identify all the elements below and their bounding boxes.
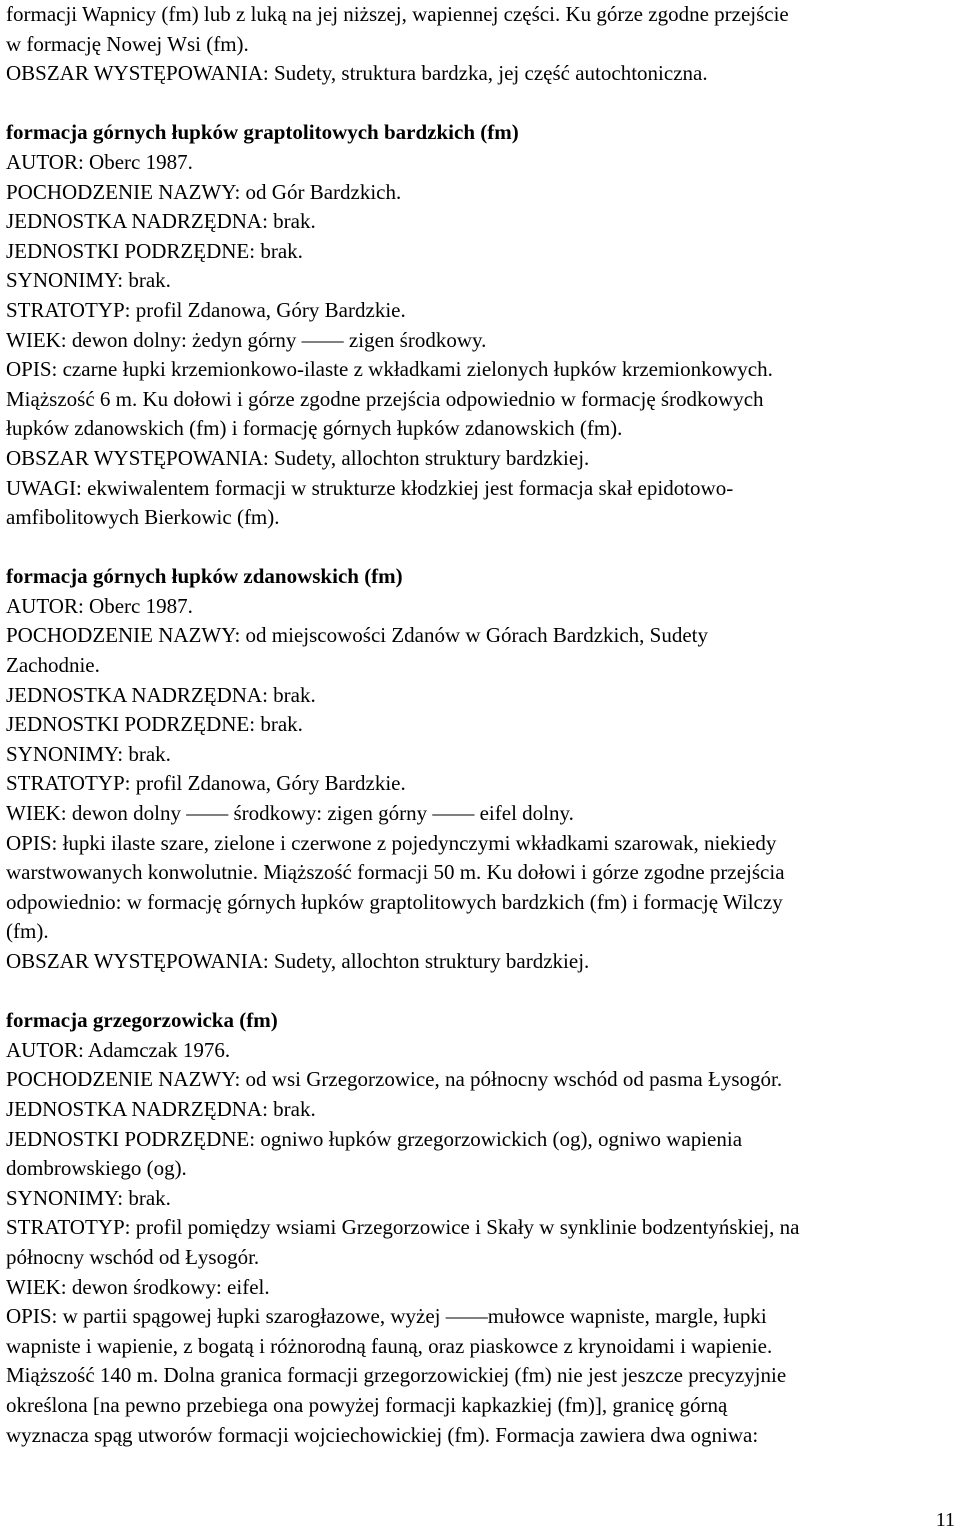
entry-line: JEDNOSTKI PODRZĘDNE: brak.	[6, 712, 303, 737]
entry-line: Miąższość 6 m. Ku dołowi i górze zgodne przejścia odpowiednio w formację środkowych	[6, 386, 764, 411]
entry-line: łupków zdanowskich (fm) i formację górnych łupków zdanowskich (fm).	[6, 416, 623, 441]
entry-line: Miąższość 140 m. Dolna granica formacji grzegorzowickiej (fm) nie jest jeszcze precyzyjnie	[6, 1363, 787, 1388]
paragraph-gap	[6, 977, 956, 1007]
intro-section	[6, 0, 956, 89]
entry-line: UWAGI: ekwiwalentem formacji w strukturze kłodzkiej jest formacja skał epidotowo-	[6, 475, 734, 500]
entry-line: JEDNOSTKA NADRZĘDNA: brak.	[6, 682, 316, 707]
entry-line: wyznacza spąg utworów formacji wojciechowickiej (fm). Formacja zawiera dwa ogniwa:	[6, 1422, 759, 1447]
text-line: w formację Nowej Wsi (fm).	[6, 31, 249, 56]
entry-line: AUTOR: Oberc 1987.	[6, 593, 193, 618]
entry-gorne-lupki-zdanowskie	[6, 562, 956, 976]
entry-line: (fm).	[6, 919, 49, 944]
entry-line: Zachodnie.	[6, 653, 100, 678]
entry-title: formacja górnych łupków graptolitowych bardzkich (fm)	[6, 120, 519, 145]
page-number: 11	[935, 1509, 955, 1531]
entry-line: OPIS: w partii spągowej łupki szarogłazowe, wyżej ——mułowce wapniste, margle, łupki	[6, 1304, 767, 1329]
entry-line: OPIS: łupki ilaste szare, zielone i czerwone z pojedynczymi wkładkami szarowak, niekiedy	[6, 830, 777, 855]
entry-line: WIEK: dewon dolny —— środkowy: zigen górny —— eifel dolny.	[6, 801, 574, 826]
entry-line: POCHODZENIE NAZWY: od miejscowości Zdanów w Górach Bardzkich, Sudety	[6, 623, 709, 648]
entry-gorne-lupki-graptolitowe	[6, 118, 956, 532]
entry-grzegorzowicka	[6, 1006, 956, 1450]
entry-line: odpowiednio: w formację górnych łupków graptolitowych bardzkich (fm) i formację Wilczy	[6, 889, 783, 914]
entry-line: JEDNOSTKI PODRZĘDNE: ogniwo łupków grzegorzowickich (og), ogniwo wapienia	[6, 1126, 743, 1151]
text-line: OBSZAR WYSTĘPOWANIA: Sudety, struktura bardzka, jej część autochtoniczna.	[6, 61, 708, 86]
entry-line: SYNONIMY: brak.	[6, 268, 171, 293]
entry-title: formacja górnych łupków zdanowskich (fm)	[6, 564, 403, 589]
entry-line: OBSZAR WYSTĘPOWANIA: Sudety, allochton struktury bardzkiej.	[6, 445, 590, 470]
entry-line: amfibolitowych Bierkowic (fm).	[6, 505, 280, 530]
entry-title: formacja grzegorzowicka (fm)	[6, 1008, 278, 1033]
entry-line: STRATOTYP: profil pomiędzy wsiami Grzegorzowice i Skały w synklinie bodzentyńskiej, na	[6, 1215, 800, 1240]
entry-line: wapniste i wapienie, z bogatą i różnorodną fauną, oraz piaskowce z krynoidami i wapienie.	[6, 1333, 773, 1358]
entry-line: warstwowanych konwolutnie. Miąższość formacji 50 m. Ku dołowi i górze zgodne przejścia	[6, 860, 785, 885]
entry-line: WIEK: dewon środkowy: eifel.	[6, 1274, 270, 1299]
entry-line: OPIS: czarne łupki krzemionkowo-ilaste z wkładkami zielonych łupków krzemionkowych.	[6, 357, 773, 382]
entry-line: STRATOTYP: profil Zdanowa, Góry Bardzkie.	[6, 297, 406, 322]
entry-line: STRATOTYP: profil Zdanowa, Góry Bardzkie.	[6, 771, 406, 796]
entry-line: SYNONIMY: brak.	[6, 1185, 171, 1210]
entry-line: dombrowskiego (og).	[6, 1156, 187, 1181]
entry-line: północny wschód od Łysogór.	[6, 1244, 260, 1269]
entry-line: określona [na pewno przebiega ona powyżej formacji kapkazkiej (fm)], granicę górną	[6, 1392, 728, 1417]
page-content	[6, 0, 956, 1450]
text-line: formacji Wapnicy (fm) lub z luką na jej niższej, wapiennej części. Ku górze zgodne przejście	[6, 2, 789, 26]
entry-line: OBSZAR WYSTĘPOWANIA: Sudety, allochton struktury bardzkiej.	[6, 949, 590, 973]
entry-line: POCHODZENIE NAZWY: od wsi Grzegorzowice, na północny wschód od pasma Łysogór.	[6, 1067, 783, 1092]
entry-line: JEDNOSTKA NADRZĘDNA: brak.	[6, 209, 316, 234]
entry-line: JEDNOSTKA NADRZĘDNA: brak.	[6, 1096, 316, 1121]
entry-line: SYNONIMY: brak.	[6, 741, 171, 766]
entry-line: AUTOR: Adamczak 1976.	[6, 1037, 231, 1062]
paragraph-gap	[6, 533, 956, 563]
paragraph-gap	[6, 89, 956, 119]
entry-line: JEDNOSTKI PODRZĘDNE: brak.	[6, 238, 303, 263]
entry-line: WIEK: dewon dolny: żedyn górny —— zigen środkowy.	[6, 327, 487, 352]
entry-line: AUTOR: Oberc 1987.	[6, 149, 193, 174]
entry-line: POCHODZENIE NAZWY: od Gór Bardzkich.	[6, 179, 402, 204]
